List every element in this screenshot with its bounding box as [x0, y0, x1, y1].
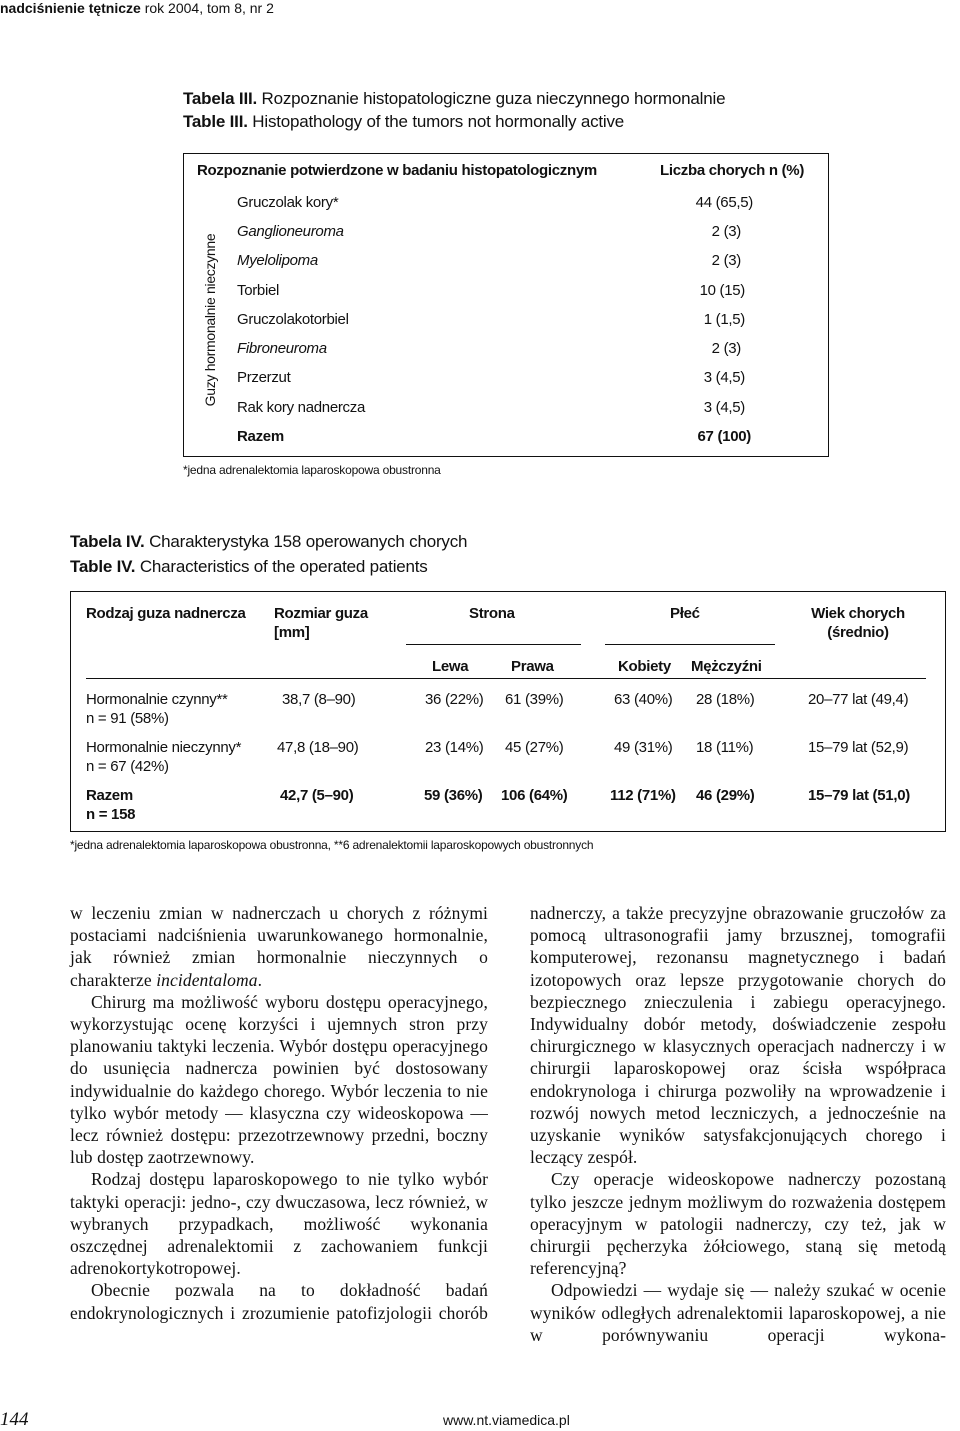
table3-total-value: 67 (100) — [697, 428, 751, 445]
table3-title-pl: Rozpoznanie histopatologiczne guza nieczynnego hormonalnie — [261, 89, 726, 108]
table3-row-value: 1 (1,5) — [703, 311, 745, 328]
italic-term: incidentaloma — [156, 969, 258, 990]
table3-caption-en — [183, 111, 624, 132]
table3-row-name: Gruczolak kory* — [237, 194, 339, 211]
table3-row-value: 2 (3) — [711, 340, 741, 357]
table3-label-en: Table III. — [183, 112, 248, 131]
paragraph: Chirurg ma możliwość wyboru dostępu operacyjnego, wykorzystując ocenę korzyści i ujemnych stron przy planowaniu taktyki leczenia. Wybór dostępu operacyjnego do usunięcia nadnercza powinien być dostosowany indywidualnie do każdego chorego. Wybór leczenia to nie tylko wybór metody — klasyczna czy wideoskopowa — lecz również dostępu: przezotrzewnowy przedni, boczny lub dostęp zaotrzewnowy. — [70, 991, 488, 1168]
table4-row-women: 63 (40%) — [614, 691, 673, 708]
table3-group-label: Guzy hormonalnie nieczynne — [202, 233, 218, 407]
table3-row-name: Myelolipoma — [237, 252, 318, 269]
table3-row-value: 3 (4,5) — [703, 399, 745, 416]
table4-row-men: 28 (18%) — [696, 691, 755, 708]
table4-header-sex: Płeć — [670, 605, 700, 622]
table4-total-age: 15–79 lat (51,0) — [808, 787, 910, 804]
table4-caption-en — [70, 556, 428, 577]
page-number: 144 — [0, 1409, 29, 1430]
table4-header-men: Mężczyźni — [691, 658, 762, 675]
table3-row-value: 2 (3) — [711, 252, 741, 269]
paragraph: Odpowiedzi — wydaje się — należy szukać w ocenie wyników odległych adrenalektomii laparoskopowej, a nie w porównywaniu operacji wykona- — [530, 1280, 946, 1345]
table3-row-name: Rak kory nadnercza — [237, 399, 365, 416]
table4-total-left: 59 (36%) — [424, 787, 483, 804]
table4-row-women: 49 (31%) — [614, 739, 673, 756]
table4-total-type: Razem n = 158 — [86, 787, 136, 823]
table3-row-name: Przerzut — [237, 369, 291, 386]
table3-footnote: *jedna adrenalektomia laparoskopowa obustronna — [183, 463, 441, 477]
table4-total-size: 42,7 (5–90) — [280, 787, 354, 804]
table4-title-pl: Charakterystyka 158 operowanych chorych — [149, 532, 468, 551]
running-header — [0, 0, 960, 18]
table3-total-label: Razem — [237, 428, 284, 445]
table4-row-left: 36 (22%) — [425, 691, 484, 708]
table4-total-men: 46 (29%) — [696, 787, 755, 804]
table4-header-age — [790, 604, 926, 642]
table3-header-diagnosis: Rozpoznanie potwierdzone w badaniu histopatologicznym — [197, 162, 597, 179]
table3-row-name: Ganglioneuroma — [237, 223, 344, 240]
table4-header-age-line2: (średnio) — [827, 624, 889, 641]
table4-total-right: 106 (64%) — [501, 787, 568, 804]
footer-url[interactable]: www.nt.viamedica.pl — [443, 1412, 570, 1428]
table3-header-count: Liczba chorych n (%) — [660, 162, 805, 179]
table3-row-value: 44 (65,5) — [695, 194, 753, 211]
journal-title: nadciśnienie tętnicze — [0, 0, 141, 16]
paragraph: Rodzaj dostępu laparoskopowego to nie tylko wybór taktyki operacji: jedno-, czy dwuczasowa, lecz również, w wybranych przypadkach, możliwość wykonania oszczędnej adrenalektomii z zachowaniem funkcji adrenokortykotropowej. — [70, 1169, 488, 1279]
table4-header-right: Prawa — [511, 658, 554, 675]
table4-row-age: 20–77 lat (49,4) — [808, 691, 909, 708]
table4-label-en: Table IV. — [70, 557, 136, 576]
paragraph: nadnerczy, a także precyzyjne obrazowanie gruczołów za pomocą ultrasonografii jamy brzusznej, tomografii komputerowej, rezonansu magnetycznego i badań izotopowych oraz lepsze przygotowanie chorych do bezpiecznego znieczulenia i zabiegu operacyjnego. Indywidualny dobór metody, doświadczenie zespołu chirurgicznego w klasycznych operacjach nadnerczy i w chirurgii laparoskopowej oraz ścisła współpraca endokrynologa i chirurga pozwoliły na wprowadzenie i rozwój nowych metod leczniczych, a jednocześnie na uzyskanie wyników satysfakcjonujących chorego i leczący zespół. — [530, 903, 946, 1168]
table3-row-name: Gruczolakotorbiel — [237, 311, 349, 328]
table4-header-size-line1: Rozmiar guza — [274, 605, 368, 622]
table4-header-side: Strona — [469, 605, 515, 622]
table4-header-women: Kobiety — [618, 658, 671, 675]
table4-row-left: 23 (14%) — [425, 739, 484, 756]
body-left-column — [70, 902, 488, 1324]
table4-header-size-line2: [mm] — [274, 624, 310, 641]
table4-row-size: 38,7 (8–90) — [282, 691, 356, 708]
table4-header-type: Rodzaj guza nadnercza — [86, 605, 246, 622]
table3-row-value: 2 (3) — [711, 223, 741, 240]
table4-header-age-line1: Wiek chorych — [811, 605, 905, 622]
table4-label-pl: Tabela IV. — [70, 532, 145, 551]
table4-caption-pl — [70, 531, 467, 552]
table3-row-name: Fibroneuroma — [237, 340, 327, 357]
table4-header-rule — [86, 678, 926, 679]
table4-row-size: 47,8 (18–90) — [277, 739, 359, 756]
table4-row-right: 45 (27%) — [505, 739, 564, 756]
paragraph: Obecnie pozwala na to dokładność badań endokrynologicznych i zrozumienie patofizjologii chorób — [70, 1280, 488, 1323]
paragraph: Czy operacje wideoskopowe nadnerczy pozostaną tylko jeszcze jednym możliwym do rozważenia dostępem operacyjnym w patologii nadnerczy, czy też, jak w chirurgii pęcherzyka żółciowego, staną się metodą referencyjną? — [530, 1169, 946, 1279]
table3-row-value: 3 (4,5) — [703, 369, 745, 386]
table3-title-en: Histopathology of the tumors not hormonally active — [252, 112, 625, 131]
table4-header-left: Lewa — [432, 658, 469, 675]
table4-sex-rule — [605, 644, 775, 645]
table3-row-name: Torbiel — [237, 282, 280, 299]
table4-row-right: 61 (39%) — [505, 691, 564, 708]
table4-row-type: Hormonalnie nieczynny* n = 67 (42%) — [86, 739, 242, 775]
table4-total-women: 112 (71%) — [610, 787, 676, 804]
paragraph: w leczeniu zmian w nadnerczach u chorych z różnymi postaciami nadciśnienia uwarunkowanego hormonalnie, jak również zmian hormonalnie nieczynnych o charakterze incidentaloma. — [70, 903, 488, 990]
table3-caption-pl — [183, 88, 725, 109]
table3-row-value: 10 (15) — [699, 282, 745, 299]
body-right-column — [530, 902, 946, 1346]
table4-header-size — [274, 604, 368, 642]
table4-footnote: *jedna adrenalektomia laparoskopowa obustronna, **6 adrenalektomii laparoskopowych obustronnych — [70, 838, 594, 852]
table4-side-rule — [406, 644, 581, 645]
table4-row-men: 18 (11%) — [696, 739, 754, 756]
table4-title-en: Characteristics of the operated patients — [139, 557, 428, 576]
table4-row-age: 15–79 lat (52,9) — [808, 739, 909, 756]
table4-row-type: Hormonalnie czynny** n = 91 (58%) — [86, 691, 228, 727]
table3-label-pl: Tabela III. — [183, 89, 258, 108]
journal-issue: rok 2004, tom 8, nr 2 — [144, 0, 274, 16]
